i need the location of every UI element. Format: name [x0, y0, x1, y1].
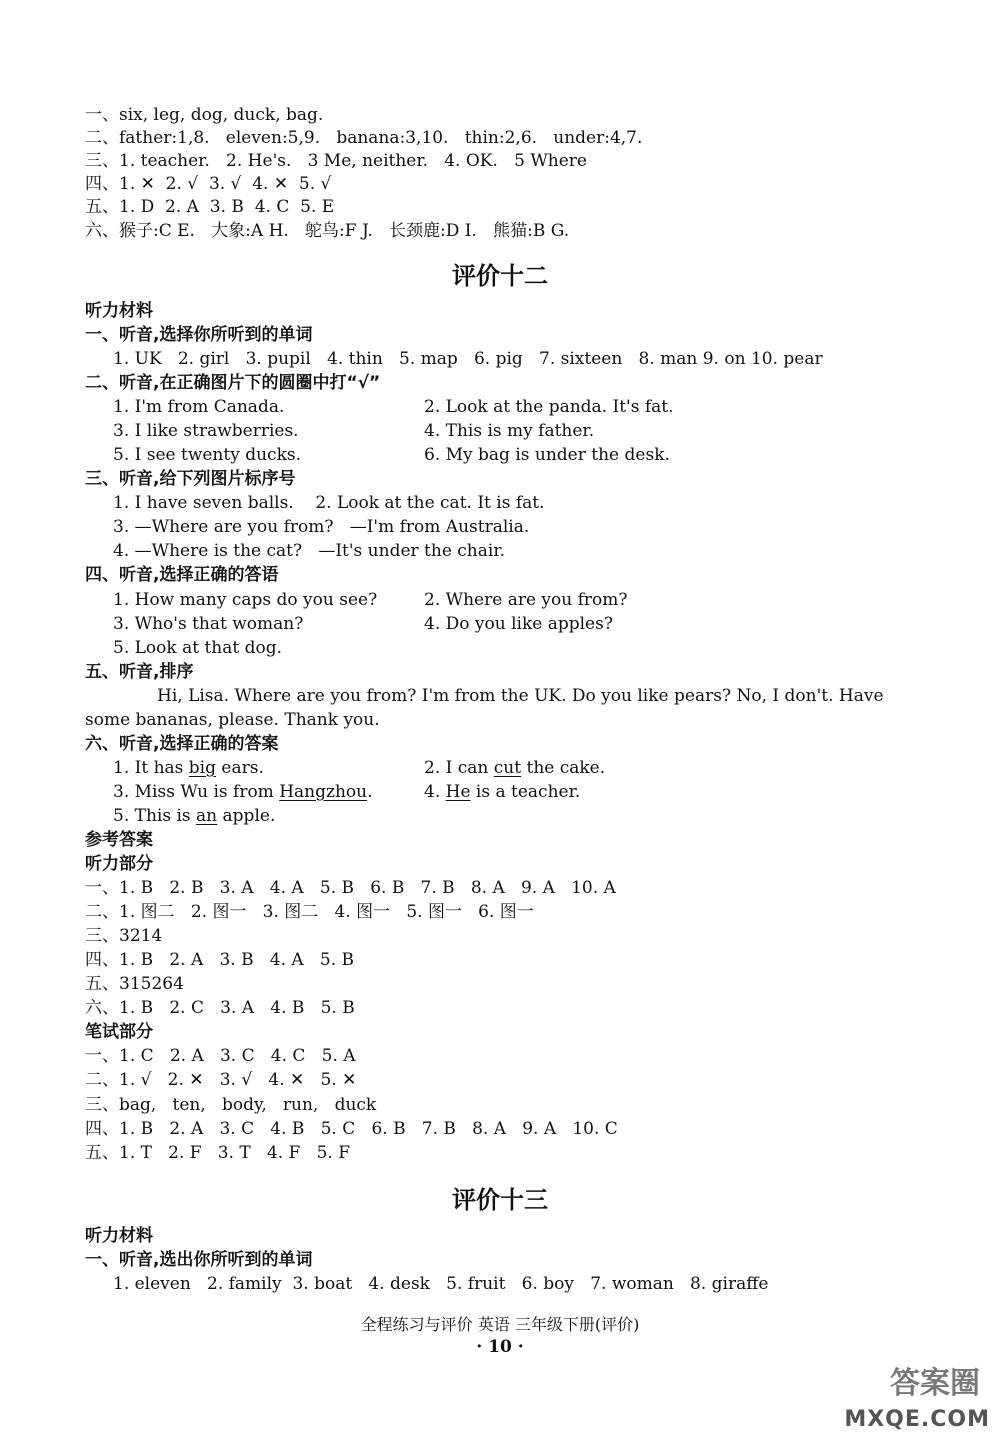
page-number: · 10 · — [476, 1337, 524, 1357]
prev-answer-line-6: 六、猴子:C E. 大象:A H. 鸵鸟:F J. 长颈鹿:D I. 熊猫:B G. — [85, 221, 570, 241]
s12-part2-item: 2. Look at the panda. It's fat. — [424, 397, 674, 417]
s12-part3-heading: 三、听音,给下列图片标序号 — [85, 469, 296, 489]
s12-part3-line: 1. I have seven balls. 2. Look at the cat. It is fat. — [113, 493, 545, 513]
s12-part5-text-line1: Hi, Lisa. Where are you from? I'm from the UK. Do you like pears? No, I don't. Have — [157, 686, 884, 706]
s12-written-answer: 五、1. T 2. F 3. T 4. F 5. F — [85, 1143, 351, 1163]
watermark-logo-url: MXQE.COM — [844, 1407, 990, 1432]
underlined-word: He — [445, 782, 471, 802]
s12-written-answer: 二、1. √ 2. ✕ 3. √ 4. ✕ 5. ✕ — [85, 1070, 357, 1090]
s13-part1-words: 1. eleven 2. family 3. boat 4. desk 5. fruit 6. boy 7. woman 8. giraffe — [113, 1274, 769, 1294]
s12-part5-text-line2: some bananas, please. Thank you. — [85, 710, 380, 730]
s12-part6-item: 3. Miss Wu is from Hangzhou. — [113, 782, 373, 802]
s12-listening-answer: 五、315264 — [85, 974, 184, 994]
s12-part5-heading: 五、听音,排序 — [85, 662, 194, 682]
s12-part4-item: 4. Do you like apples? — [424, 614, 613, 634]
prev-answer-line-1: 一、six, leg, dog, duck, bag. — [85, 105, 324, 125]
s12-part6-item: 2. I can cut the cake. — [424, 758, 606, 778]
s12-part2-item: 5. I see twenty ducks. — [113, 445, 302, 465]
s12-part6-item: 4. He is a teacher. — [424, 782, 581, 802]
prev-answer-line-4: 四、1. ✕ 2. √ 3. √ 4. ✕ 5. √ — [85, 174, 332, 194]
section-13-title: 评价十三 — [452, 1186, 548, 1214]
s12-answers-heading: 参考答案 — [85, 830, 153, 850]
underlined-word: Hangzhou — [279, 782, 368, 802]
s12-part3-line: 3. —Where are you from? —I'm from Australia. — [113, 517, 530, 537]
s12-written-answer: 三、bag, ten, body, run, duck — [85, 1095, 377, 1115]
section-12-title: 评价十二 — [452, 262, 548, 290]
s12-part4-item: 3. Who's that woman? — [113, 614, 304, 634]
prev-answer-line-5: 五、1. D 2. A 3. B 4. C 5. E — [85, 197, 335, 217]
s12-written-part-heading: 笔试部分 — [85, 1022, 153, 1042]
s12-part4-item: 1. How many caps do you see? — [113, 590, 378, 610]
s12-listening-answer: 四、1. B 2. A 3. B 4. A 5. B — [85, 950, 354, 970]
watermark-logo-mark: 答案圈 — [890, 1366, 980, 1401]
s12-part1-words: 1. UK 2. girl 3. pupil 4. thin 5. map 6. pig 7. sixteen 8. man 9. on 10. pear — [113, 349, 823, 369]
s12-listening-answer: 二、1. 图二 2. 图一 3. 图二 4. 图一 5. 图一 6. 图一 — [85, 902, 534, 922]
s12-listening-answer: 三、3214 — [85, 926, 163, 946]
s12-listening-answer: 六、1. B 2. C 3. A 4. B 5. B — [85, 998, 355, 1018]
s12-part2-item: 6. My bag is under the desk. — [424, 445, 670, 465]
s12-listening-material-heading: 听力材料 — [85, 301, 153, 321]
s13-part1-heading: 一、听音,选出你所听到的单词 — [85, 1250, 313, 1270]
underlined-word: cut — [493, 758, 522, 778]
s12-written-answer: 四、1. B 2. A 3. C 4. B 5. C 6. B 7. B 8. A 9. A 10. C — [85, 1119, 618, 1139]
s12-listening-answer: 一、1. B 2. B 3. A 4. A 5. B 6. B 7. B 8. A 9. A 10. A — [85, 878, 616, 898]
footer-book-title: 全程练习与评价 英语 三年级下册(评价) — [360, 1315, 640, 1334]
s12-part1-heading: 一、听音,选择你所听到的单词 — [85, 325, 313, 345]
s12-part2-item: 3. I like strawberries. — [113, 421, 299, 441]
s12-part3-line: 4. —Where is the cat? —It's under the chair. — [113, 541, 505, 561]
s12-part4-item: 5. Look at that dog. — [113, 638, 283, 658]
s12-part6-heading: 六、听音,选择正确的答案 — [85, 734, 279, 754]
s12-part2-item: 4. This is my father. — [424, 421, 595, 441]
underlined-word: an — [196, 806, 218, 826]
underlined-word: big — [188, 758, 216, 778]
prev-answer-line-2: 二、father:1,8. eleven:5,9. banana:3,10. thin:2,6. under:4,7. — [85, 128, 643, 148]
prev-answer-line-3: 三、1. teacher. 2. He's. 3 Me, neither. 4. OK. 5 Where — [85, 151, 587, 171]
s12-part4-heading: 四、听音,选择正确的答语 — [85, 565, 279, 585]
s12-part6-item: 1. It has big ears. — [113, 758, 264, 778]
s12-part4-item: 2. Where are you from? — [424, 590, 628, 610]
s12-part2-heading: 二、听音,在正确图片下的圆圈中打“√” — [85, 373, 381, 393]
s12-listening-part-heading: 听力部分 — [85, 854, 153, 874]
s13-listening-material-heading: 听力材料 — [85, 1226, 153, 1246]
s12-written-answer: 一、1. C 2. A 3. C 4. C 5. A — [85, 1046, 356, 1066]
s12-part2-item: 1. I'm from Canada. — [113, 397, 285, 417]
s12-part6-item: 5. This is an apple. — [113, 806, 276, 826]
